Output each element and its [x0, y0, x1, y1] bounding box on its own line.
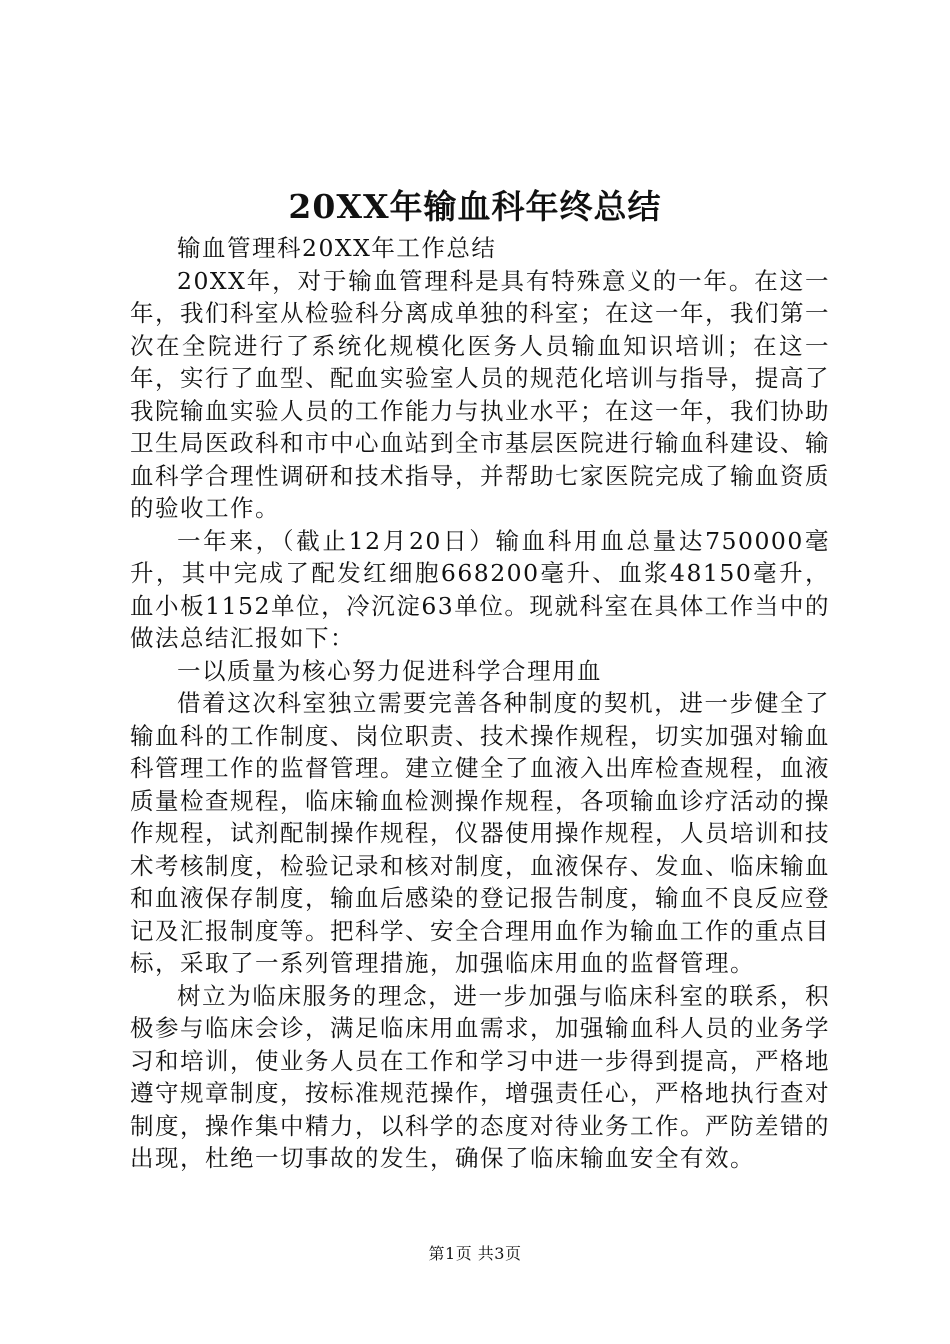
paragraph: 一年来，（截止12月20日）输血科用血总量达750000毫升，其中完成了配发红细胞668200毫升、血浆48150毫升，血小板1152单位，冷沉淀63单位。现就科室在具体工作当中的做法总结汇报如下：	[130, 526, 830, 652]
document-title: 20XX年输血科年终总结	[288, 187, 662, 226]
paragraph: 树立为临床服务的理念，进一步加强与临床科室的联系，积极参与临床会诊，满足临床用血需求，加强输血科人员的业务学习和培训，使业务人员在工作和学习中进一步得到提高，严格地遵守规章制度，按标准规范操作，增强责任心，严格地执行查对制度，操作集中精力，以科学的态度对待业务工作。严防差错的出现，杜绝一切事故的发生，确保了临床输血安全有效。	[130, 981, 830, 1172]
page-footer: 第1页 共3页	[428, 1244, 522, 1263]
paragraph-subtitle: 输血管理科20XX年工作总结	[177, 234, 497, 262]
paragraph: 借着这次科室独立需要完善各种制度的契机，进一步健全了输血科的工作制度、岗位职责、技术操作规程，切实加强对输血科管理工作的监督管理。建立健全了血液入出库检查规程，血液质量检查规程，临床输血检测操作规程，各项输血诊疗活动的操作规程，试剂配制操作规程，仪器使用操作规程，人员培训和技术考核制度，检验记录和核对制度，血液保存、发血、临床输血和血液保存制度，输血后感染的登记报告制度，输血不良反应登记及汇报制度等。把科学、安全合理用血作为输血工作的重点目标，采取了一系列管理措施，加强临床用血的监督管理。	[130, 689, 830, 977]
paragraph: 20XX年，对于输血管理科是具有特殊意义的一年。在这一年，我们科室从检验科分离成单独的科室；在这一年，我们第一次在全院进行了系统化规模化医务人员输血知识培训；在这一年，实行了血型、配血实验室人员的规范化培训与指导，提高了我院输血实验人员的工作能力与执业水平；在这一年，我们协助卫生局医政科和市中心血站到全市基层医院进行输血科建设、输血科学合理性调研和技术指导，并帮助七家医院完成了输血资质的验收工作。	[130, 266, 830, 522]
document-body	[130, 232, 830, 1175]
section-heading: 一以质量为核心努力促进科学合理用血	[177, 656, 602, 685]
